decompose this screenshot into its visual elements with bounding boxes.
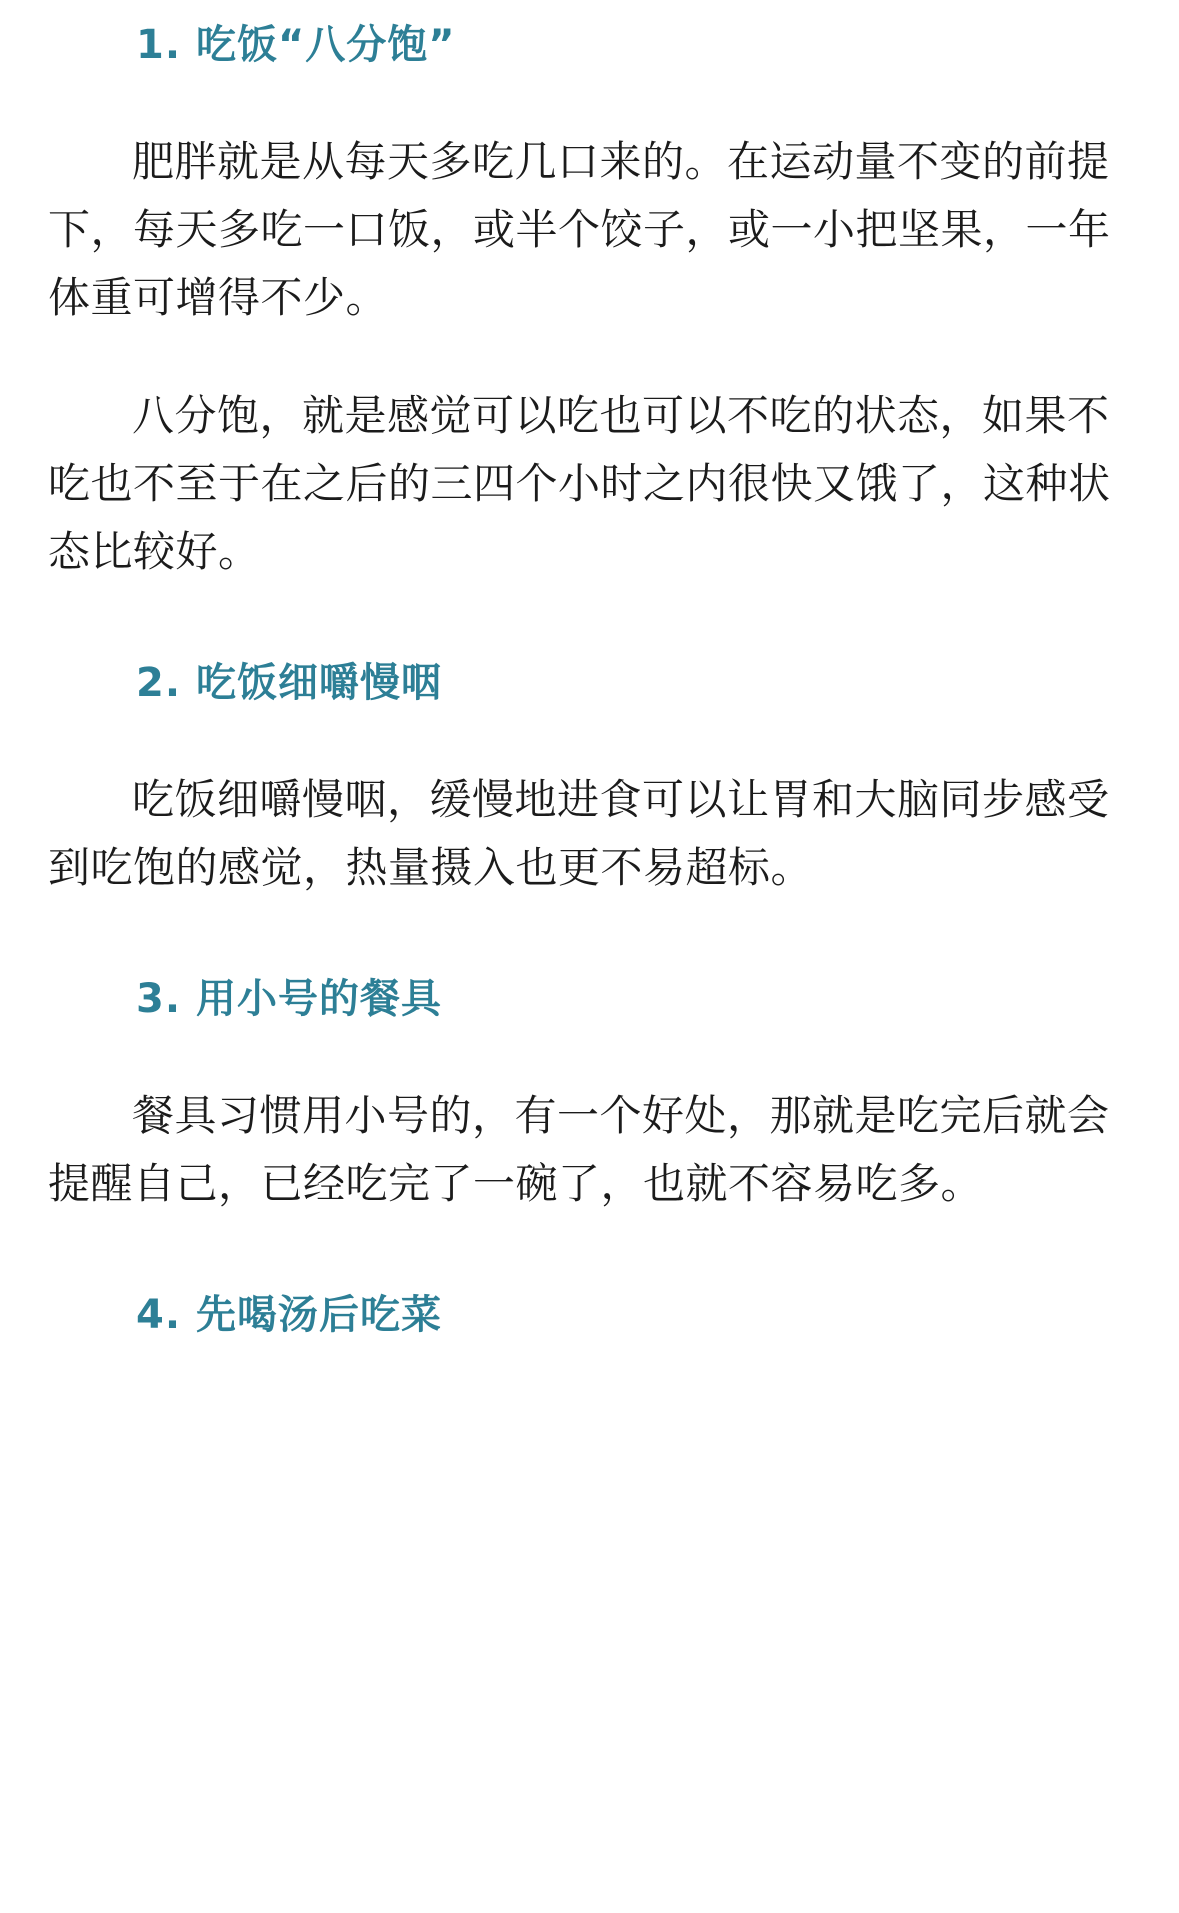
section-heading-2: 2. 吃饭细嚼慢咽 (136, 660, 442, 707)
spacer (48, 902, 1131, 972)
spacer (48, 1026, 1131, 1082)
section-heading-3: 3. 用小号的餐具 (136, 976, 442, 1023)
section-1-paragraph-1: 肥胖就是从每天多吃几口来的。在运动量不变的前提下，每天多吃一口饭，或半个饺子，或一小把坚果，一年体重可增得不少。 (48, 137, 1111, 323)
spacer (48, 72, 1131, 128)
spacer (48, 586, 1131, 656)
spacer (48, 332, 1131, 382)
section-3-paragraph-1: 餐具习惯用小号的，有一个好处，那就是吃完后就会提醒自己，已经吃完了一碗了，也就不容易吃多。 (48, 1091, 1110, 1209)
spacer (48, 1218, 1131, 1288)
section-1-paragraph-2: 八分饱，就是感觉可以吃也可以不吃的状态，如果不吃也不至于在之后的三四个小时之内很快又饿了，这种状态比较好。 (48, 391, 1111, 577)
section-2-paragraph-1: 吃饭细嚼慢咽，缓慢地进食可以让胃和大脑同步感受到吃饱的感觉，热量摄入也更不易超标。 (48, 775, 1110, 893)
section-heading-4: 4. 先喝汤后吃菜 (136, 1292, 442, 1339)
spacer (48, 710, 1131, 766)
section-heading-1: 1. 吃饭“八分饱” (136, 22, 456, 68)
